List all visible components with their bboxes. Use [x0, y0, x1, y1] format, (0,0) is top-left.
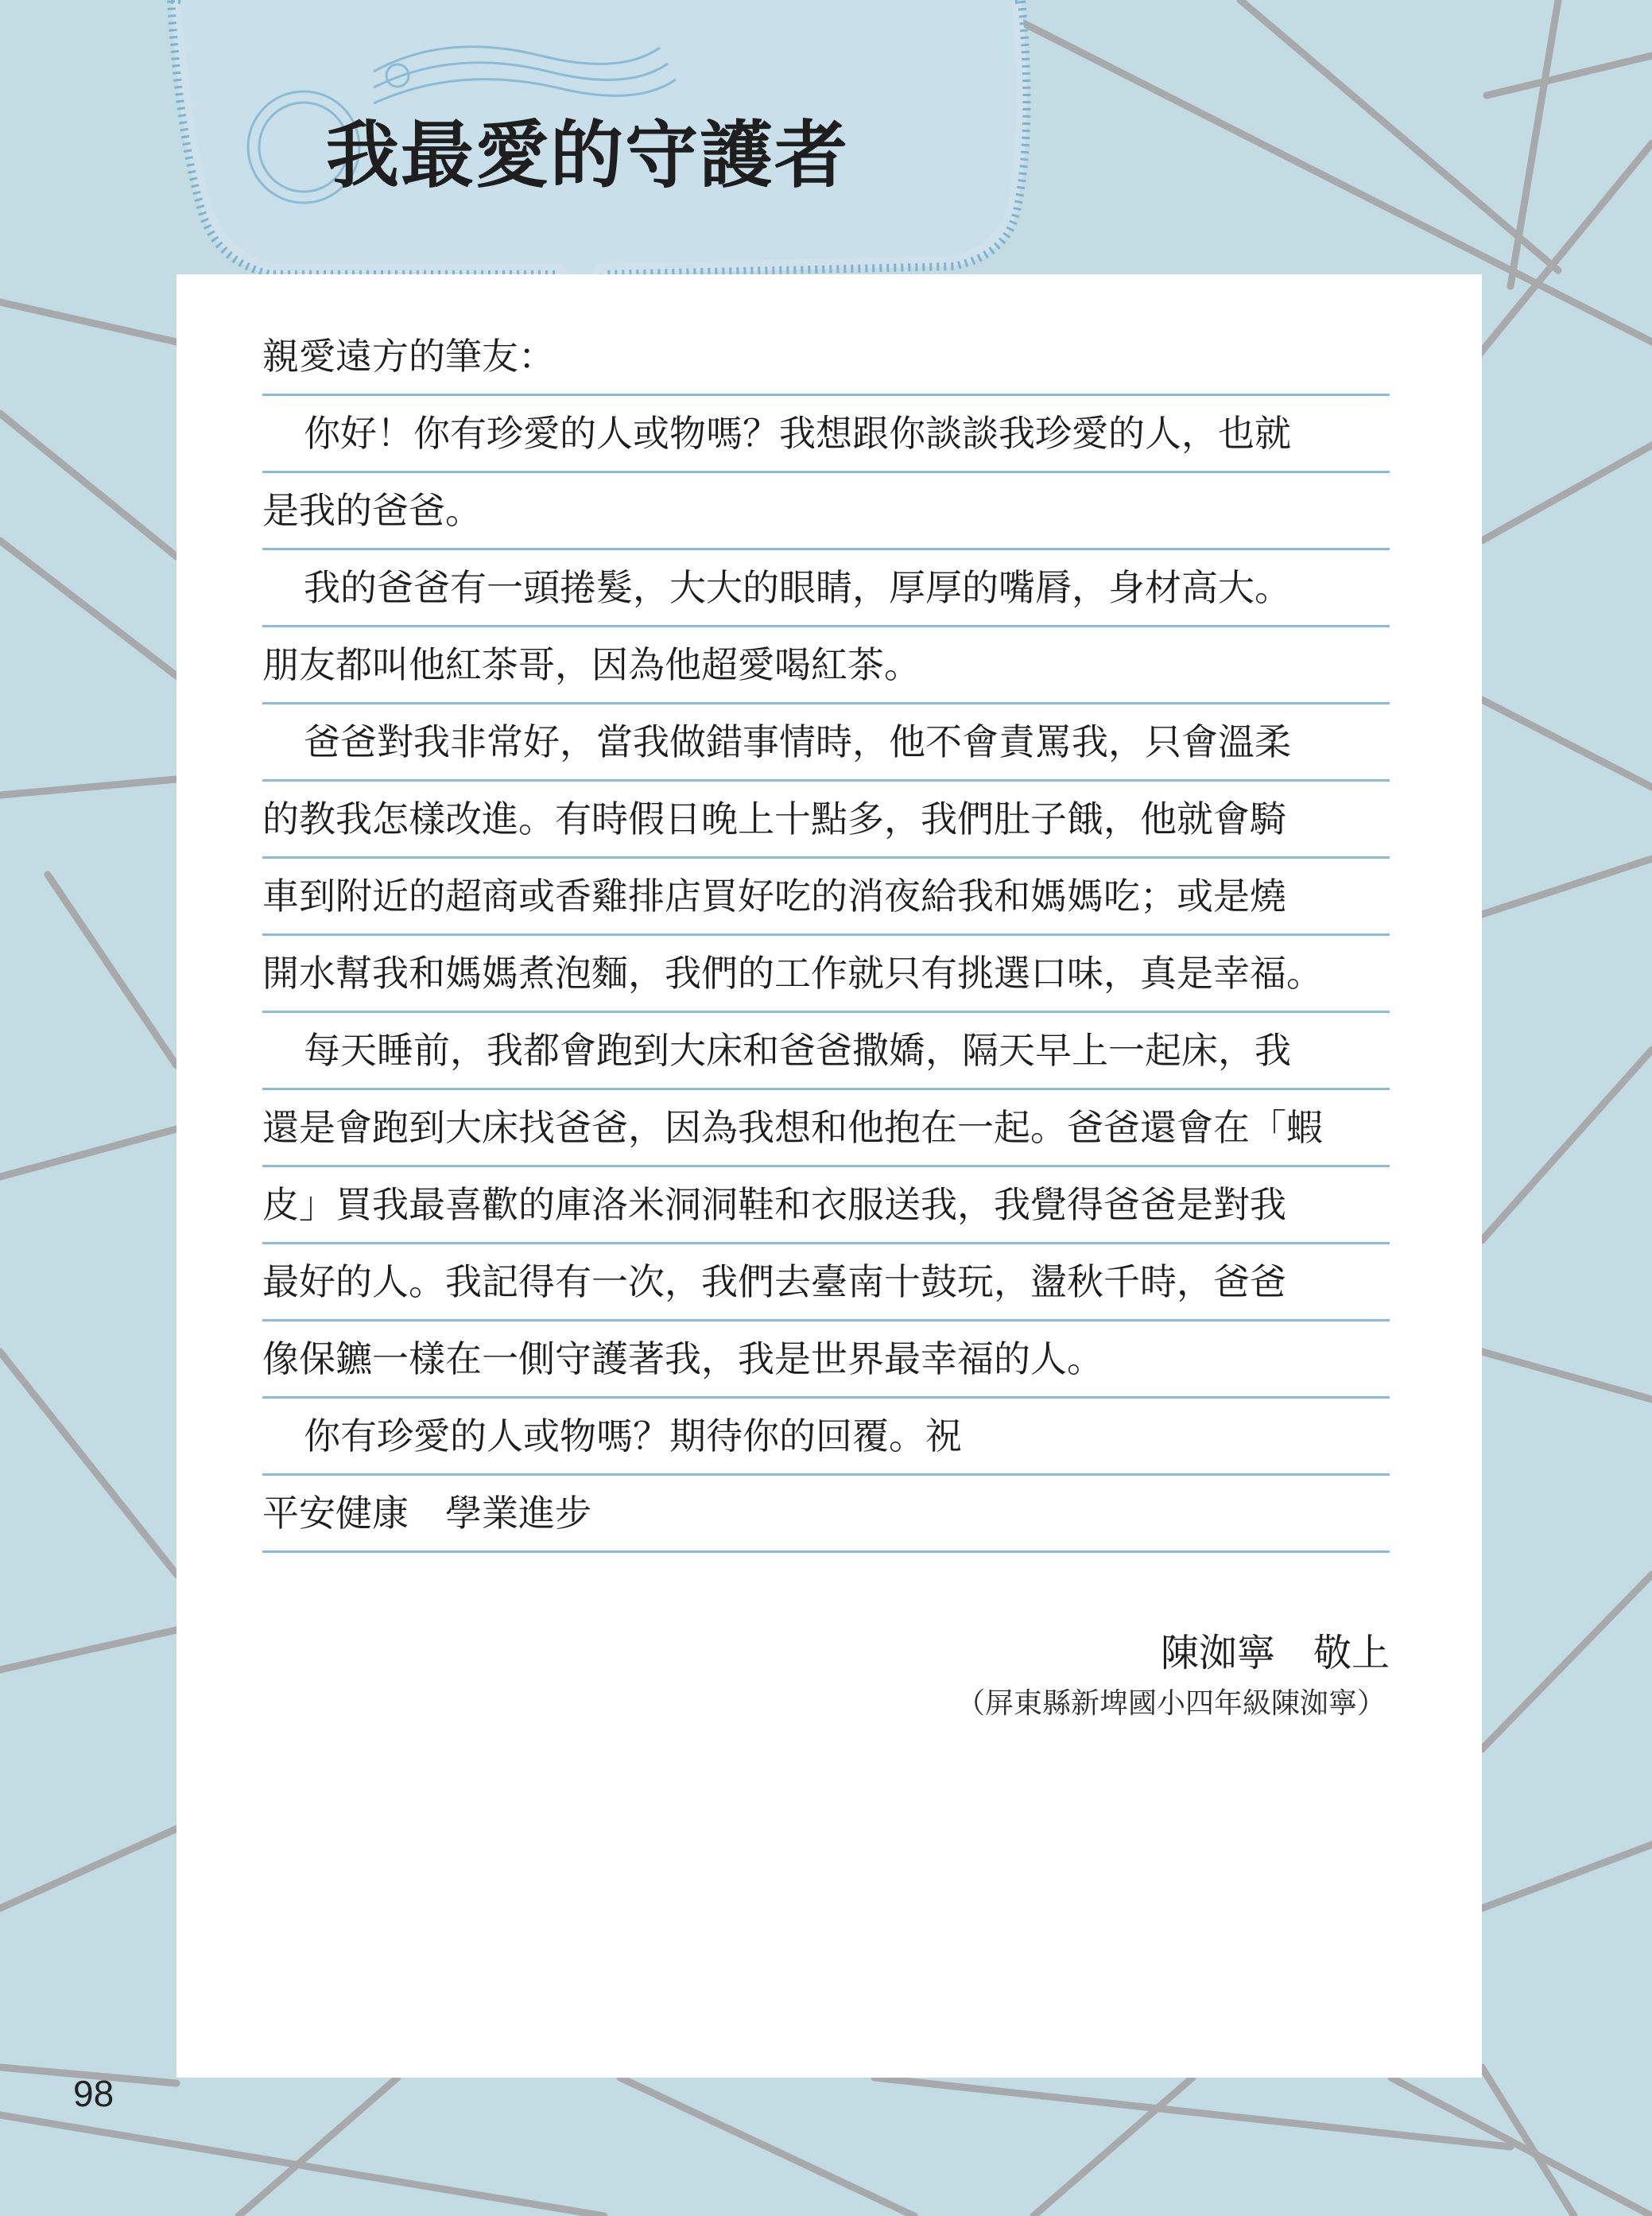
letter-line: 最好的人。我記得有一次，我們去臺南十鼓玩，盪秋千時，爸爸	[262, 1260, 1286, 1303]
ruled-line	[262, 1242, 1390, 1244]
ruled-line	[262, 625, 1390, 627]
letter-line: 的教我怎樣改進。有時假日晚上十點多，我們肚子餓，他就會騎	[262, 798, 1286, 840]
letter-line: 你好！你有珍愛的人或物嗎？我想跟你談談我珍愛的人，也就	[304, 412, 1291, 455]
letter-line: 還是會跑到大床找爸爸，因為我想和他抱在一起。爸爸還會在「蝦	[262, 1106, 1323, 1149]
letter-line: 是我的爸爸。	[262, 489, 482, 532]
ruled-line	[262, 1319, 1390, 1321]
letter-line: 平安健康 學業進步	[262, 1492, 591, 1535]
ruled-line	[262, 548, 1390, 550]
author-note: （屏東縣新埤國小四年級陳洳寧）	[956, 1687, 1386, 1720]
ruled-line	[262, 933, 1390, 936]
ruled-line	[262, 471, 1390, 473]
letter-line: 皮」買我最喜歡的庫洛米洞洞鞋和衣服送我，我覺得爸爸是對我	[262, 1183, 1286, 1226]
letter-line: 親愛遠方的筆友：	[262, 335, 555, 378]
letter-line: 每天睡前，我都會跑到大床和爸爸撒嬌，隔天早上一起床，我	[304, 1029, 1291, 1072]
ruled-line	[262, 1011, 1390, 1013]
ruled-line	[262, 1396, 1390, 1399]
letter-signature: 陳洳寧 敬上	[1160, 1631, 1390, 1675]
ruled-line	[262, 1165, 1390, 1167]
ruled-line	[262, 1550, 1390, 1553]
letter-line: 像保鑣一樣在一側守護著我，我是世界最幸福的人。	[262, 1337, 1103, 1380]
ruled-line	[262, 702, 1390, 704]
ruled-line	[262, 1473, 1390, 1476]
page-number: 98	[73, 2073, 114, 2114]
page-title: 我最愛的守護者	[326, 113, 850, 198]
letter-paper	[176, 274, 1482, 2078]
ruled-line	[262, 856, 1390, 859]
letter-line: 車到附近的超商或香雞排店買好吃的消夜給我和媽媽吃；或是燒	[262, 875, 1286, 918]
ruled-line	[262, 1088, 1390, 1090]
letter-line: 爸爸對我非常好，當我做錯事情時，他不會責罵我，只會溫柔	[304, 720, 1291, 763]
ruled-line	[262, 779, 1390, 782]
letter-line: 我的爸爸有一頭捲髮，大大的眼睛，厚厚的嘴脣，身材高大。	[304, 566, 1291, 609]
letter-line: 你有珍愛的人或物嗎？期待你的回覆。祝	[304, 1415, 962, 1457]
ruled-line	[262, 394, 1390, 396]
letter-line: 朋友都叫他紅茶哥，因為他超愛喝紅茶。	[262, 643, 921, 686]
letter-line: 開水幫我和媽媽煮泡麵，我們的工作就只有挑選口味，真是幸福。	[262, 952, 1323, 995]
